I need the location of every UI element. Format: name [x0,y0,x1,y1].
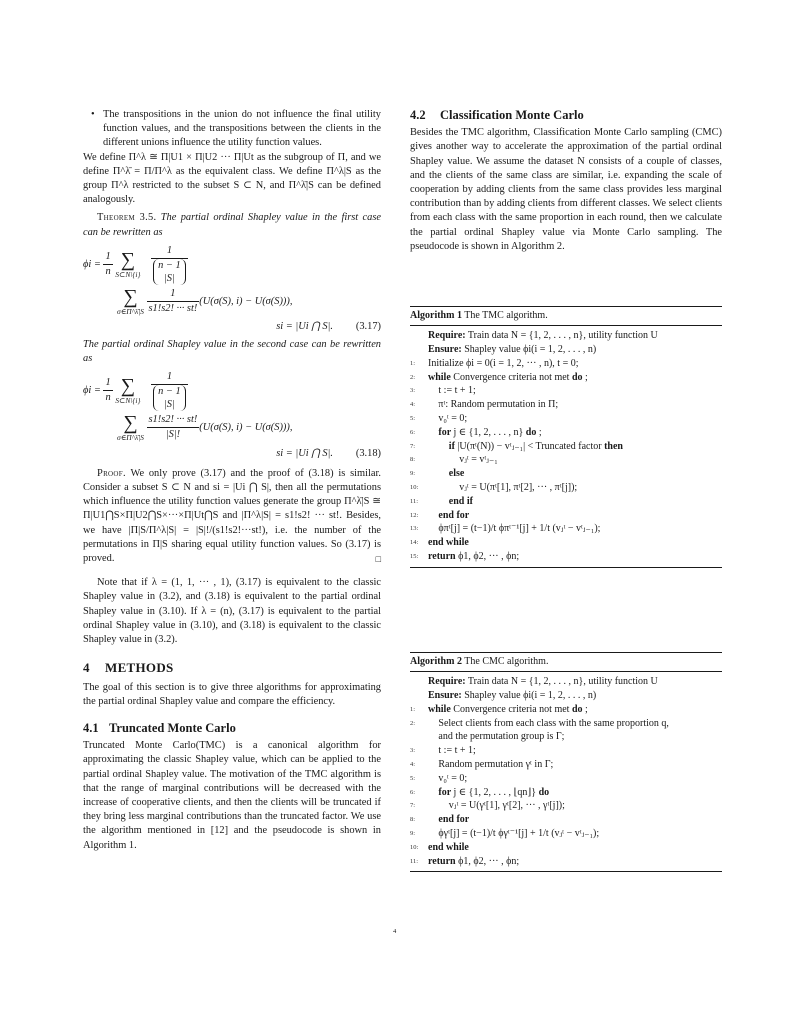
line-code: Ensure: Shapley value ϕi(i = 1, 2, . . . , n) [428,344,597,355]
line-number: 2: [410,373,416,381]
eq1-line-1 [83,244,381,285]
line-number: 8: [410,456,416,464]
algorithm-line [410,357,722,371]
section-4-paragraph: The goal of this section is to give three algorithms for approximating the partial ordinal Shapley value and compare the efficiency. [83,681,381,707]
algorithm-line [410,744,722,758]
section-4-2-heading [410,108,722,122]
algorithm-line [410,329,722,343]
line-code: πᵗ: Random permutation in Π; [438,399,559,411]
line-code: Require: Train data N = {1, 2, . . . , n}, utility function U [428,330,658,342]
algorithm-line [410,536,722,550]
line-number: 6: [410,428,416,436]
eq1-sum-1: ∑ S⊂N\{i} [115,248,141,279]
eq2-sum-2-sub: σ∈Π^λ̄|S [117,433,144,443]
line-code: while Convergence criteria not met do ; [428,703,588,715]
algorithm-line [410,412,722,426]
binom-top: n − 1 [158,386,181,398]
section-4-1-number: 4.1 [83,720,99,735]
algorithm-line [410,426,722,440]
eq2-tag: (3.18) [355,447,381,459]
line-number: 4: [410,760,416,768]
eq1-line-3 [83,320,381,334]
line-code: vⱼᵗ = U(γᵗ[1], γᵗ[2], ··· , γᵗ[j]); [448,800,565,812]
line-number: 13: [410,525,419,533]
line-code: for j ∈ {1, 2, . . . , ⌊qn⌋} do [438,786,550,798]
line-number [410,343,428,357]
line-number: 9: [410,470,416,478]
right-column [410,108,722,254]
proof-body: We only prove (3.17) and the proof of (3.18) is similar. Consider a subset S ⊂ N and si = |Ui ⋂ S|, then all the permutations which influence the utility function values generate the group Π^λ̄|S ≅ Π|U1⋂S×Π|U2⋂S×···×Π|Ut⋂S and |Π^λ|S| = s1!s2! ··· st!. Besides, we have |Π|S/Π^λ|S| = |S|!/(s1!s2!···st!), i.e. the number of the permutations in Π|S sharing equal utility function values. So (3.17) is proved. [83,467,381,565]
algorithm-line [410,675,722,689]
line-code: ϕπᵗ[j] = (t−1)/t ϕπᵗ⁻¹[j] + 1/t (vⱼᵗ − vᵗⱼ₋₁); [438,523,601,535]
algorithm-line [410,384,722,398]
line-number: 1: [410,359,416,367]
line-number: 1: [410,705,416,713]
section-4-title: METHODS [105,660,174,676]
eq1-inner-num: 1 [147,287,200,302]
eq1-sum-2-sub: σ∈Π^λ̄|S [117,307,144,317]
eq1-lhs: ϕi = [83,258,104,270]
line-number: 5: [410,774,416,782]
eq1-binom-frac [151,244,188,285]
line-number: 3: [410,747,416,755]
algorithm-line [410,758,722,772]
algorithm-line [410,343,722,357]
algorithm-line [410,730,722,744]
line-number: 4: [410,401,416,409]
eq2-line-1 [83,370,381,411]
section-4-2-paragraph: Besides the TMC algorithm, Classification Monte Carlo sampling (CMC) gives another way to accelerate the approximation of the partial ordinal Shapley value. We assume the dataset N consists of a couple of classes, and the clients of the same class are similar, i.e. expanding the scale of cooperation by adding clients from the same class provides less marginal contribution than by adding clients from different classes. We select clients from each class with the same proportion in each round, then we calculate the partial ordinal Shapley value via Monte Carlo sampling. The pseudocode is shown in Algorithm 2. [410,127,722,252]
line-number: 11: [410,857,419,865]
eq1-si: si = |Ui ⋂ S|. [276,321,333,333]
line-code: Initialize ϕi = 0(i = 1, 2, ··· , n), t = 0; [428,357,579,369]
algorithm-line [410,772,722,786]
second-case-text: The partial ordinal Shapley value in the second case can be rewritten as [83,338,381,364]
line-number: 3: [410,387,416,395]
line-code: ϕγᵗ[j] = (t−1)/t ϕγᵗ⁻¹[j] + 1/t (vⱼᵗ − vᵗⱼ₋₁); [438,827,600,839]
algorithm-line [410,453,722,467]
eq2-line-3 [83,447,381,461]
line-code: while Convergence criteria not met do ; [428,371,588,383]
eq1-outer-num: 1 [103,250,112,265]
line-code: end for [438,814,470,826]
algorithm-line [410,481,722,495]
eq2-sum-1-sub: S⊂N\{i} [115,396,141,406]
line-number [410,675,428,689]
algorithm-line [410,786,722,800]
line-code: for j ∈ {1, 2, . . . , n} do ; [438,426,542,438]
line-number: 9: [410,829,416,837]
algorithm-2-caption [410,653,722,672]
algorithm-line [410,440,722,454]
eq1-tag: (3.17) [355,321,381,333]
binomial [153,259,186,285]
line-code: v₀ᵗ = 0; [438,412,468,424]
algorithm-1-title: The TMC algorithm. [464,310,548,321]
line-code: end while [428,537,469,549]
note-paragraph: Note that if λ = (1, 1, ··· , 1), (3.17) is equivalent to the classic Shapley value in (3.2), and (3.18) is equivalent to the partial ordinal Shapley value in (3.10). If λ = (n), (3.17) is equivalent to the partial ordinal Shapley value in (3.10), and (3.18) is equivalent to the classic Shapley value in (3.2). [83,577,381,646]
section-4-heading [83,661,381,675]
eq2-line-2 [83,413,381,442]
line-number: 2: [410,719,416,727]
eq2-binom-num: 1 [151,370,188,385]
eq2-outer-num: 1 [103,376,112,391]
line-number [410,689,428,703]
algorithm-line [410,841,722,855]
eq1-binom-num: 1 [151,244,188,259]
eq1-binom-den [151,259,188,285]
line-number [410,329,428,343]
eq2-term: (U(σ(S), i) − U(σ(S))), [199,422,293,434]
line-code: Ensure: Shapley value ϕi(i = 1, 2, . . . , n) [428,690,597,701]
bullet-item [83,108,381,151]
algorithm-line [410,799,722,813]
section-4-number: 4 [83,660,90,676]
line-code: Random permutation γᵗ in Γ; [438,758,554,770]
line-code: v₀ᵗ = 0; [438,772,468,784]
section-4-1-title: Truncated Monte Carlo [109,720,236,735]
eq1-sum-1-sub: S⊂N\{i} [115,269,141,279]
line-number [410,730,428,744]
line-number: 14: [410,539,419,547]
page-number: 4 [393,928,397,935]
eq2-inner-den: |S|! [165,429,181,441]
eq1-line-2 [83,287,381,316]
bullet-dot: • [91,109,95,120]
line-number: 6: [410,788,416,796]
algorithm-2-title: The CMC algorithm. [464,656,549,667]
section-4-2-title: Classification Monte Carlo [440,108,584,122]
proof-heading: Proof. [97,467,126,479]
line-number: 5: [410,414,416,422]
line-code: end for [438,509,470,521]
eq2-sum-1: ∑ S⊂N\{i} [115,375,141,406]
eq2-outer-den: n [105,392,111,404]
algorithm-line [410,550,722,564]
algorithm-line [410,855,722,869]
section-4-2-number: 4.2 [410,108,426,122]
algorithm-line [410,827,722,841]
line-code: vⱼᵗ = U(πᵗ[1], πᵗ[2], ··· , πᵗ[j]); [459,481,578,493]
equation-3-17 [83,244,381,335]
proof-paragraph [83,467,381,566]
eq2-si: si = |Ui ⋂ S|. [276,447,333,459]
eq2-sum-2: ∑ σ∈Π^λ̄|S [117,412,144,443]
line-number: 10: [410,483,419,491]
qed-symbol: □ [375,554,381,565]
eq1-inner-frac [147,287,200,316]
equation-3-18 [83,370,381,461]
line-code: return ϕ1, ϕ2, ··· , ϕn; [428,550,520,562]
eq1-inner-den: s1!s2! ··· st! [148,303,198,315]
algorithm-1-body [410,326,722,567]
algorithm-line [410,689,722,703]
line-code: end while [428,841,469,853]
binom-top: n − 1 [158,260,181,272]
algorithm-2-body [410,672,722,871]
line-code: and the permutation group is Γ; [438,731,565,743]
line-code: vⱼᵗ = vᵗⱼ₋₁ [459,454,498,466]
line-number: 10: [410,843,419,851]
algorithm-1-box [410,306,722,568]
algorithm-line [410,509,722,523]
eq2-inner-frac [147,413,200,442]
theorem-statement [83,211,381,239]
eq2-inner-num: s1!s2! ··· st! [147,413,200,428]
binom-bottom: |S| [163,399,175,411]
eq1-outer-frac [103,250,112,279]
algorithm-line [410,371,722,385]
line-code: t := t + 1; [438,385,476,397]
line-number: 7: [410,442,416,450]
left-column [83,108,381,853]
section-4-1-paragraph: Truncated Monte Carlo(TMC) is a canonical algorithm for approximating the classic Shapley value, which can be applied to the partial ordinal Shapley value. The motivation of the TMC algorithm is that the range of marginal contributions will be decreased with the increase of cooperative clients, and then the clients will be truncated if they bring less marginal contributions than the truncated factor. We use the algorithm mentioned in [12] and the pseudocode is shown in Algorithm 1. [83,740,381,851]
line-number: 7: [410,802,416,810]
line-number: 12: [410,511,419,519]
line-number: 11: [410,497,419,505]
algorithm-2-box [410,652,722,872]
algorithm-line [410,703,722,717]
eq2-binom-den [151,385,188,411]
algorithm-2-label: Algorithm 2 [410,656,462,667]
line-code: Select clients from each class with the same proportion q, [438,717,669,729]
line-code: end if [448,495,473,507]
theorem-heading: Theorem 3.5. [97,212,157,224]
define-paragraph: We define Π^λ ≅ Π|U1 × Π|U2 ··· Π|Ut as the subgroup of Π, and we define Π^λ̄ = Π/Π^λ as the equivalent class. We define Π^λ|S as the group Π^λ restricted to the subset S ⊂ N, and Π^λ̄|S can be defined analogously. [83,151,381,206]
algorithm-line [410,522,722,536]
eq2-binom-frac [151,370,188,411]
binom-bottom: |S| [163,273,175,285]
line-code: Require: Train data N = {1, 2, . . . , n}, utility function U [428,676,658,688]
eq2-outer-frac [103,376,112,405]
algorithm-line [410,398,722,412]
algorithm-line [410,717,722,731]
eq1-term: (U(σ(S), i) − U(σ(S))), [199,296,293,308]
line-number: 15: [410,552,419,560]
eq1-sum-2: ∑ σ∈Π^λ̄|S [117,286,144,317]
binomial [153,385,186,411]
algorithm-line [410,813,722,827]
algorithm-1-label: Algorithm 1 [410,310,462,321]
line-code: t := t + 1; [438,745,476,757]
line-code: else [448,468,465,480]
line-number: 8: [410,816,416,824]
bullet-text: The transpositions in the union do not influence the final utility function values, and the transpositions between the clients in the different unions influence the utility function values. [103,109,381,149]
eq1-outer-den: n [105,265,111,277]
theorem-body: The partial ordinal Shapley value in the first case can be rewritten as [83,212,381,238]
line-code: if |U(πᵗ(N)) − vᵗⱼ₋₁| < Truncated factor then [448,440,623,452]
section-4-1-heading [83,721,381,735]
algorithm-line [410,467,722,481]
eq2-lhs: ϕi = [83,385,104,397]
algorithm-line [410,495,722,509]
line-code: return ϕ1, ϕ2, ··· , ϕn; [428,855,520,867]
algorithm-1-caption [410,307,722,326]
